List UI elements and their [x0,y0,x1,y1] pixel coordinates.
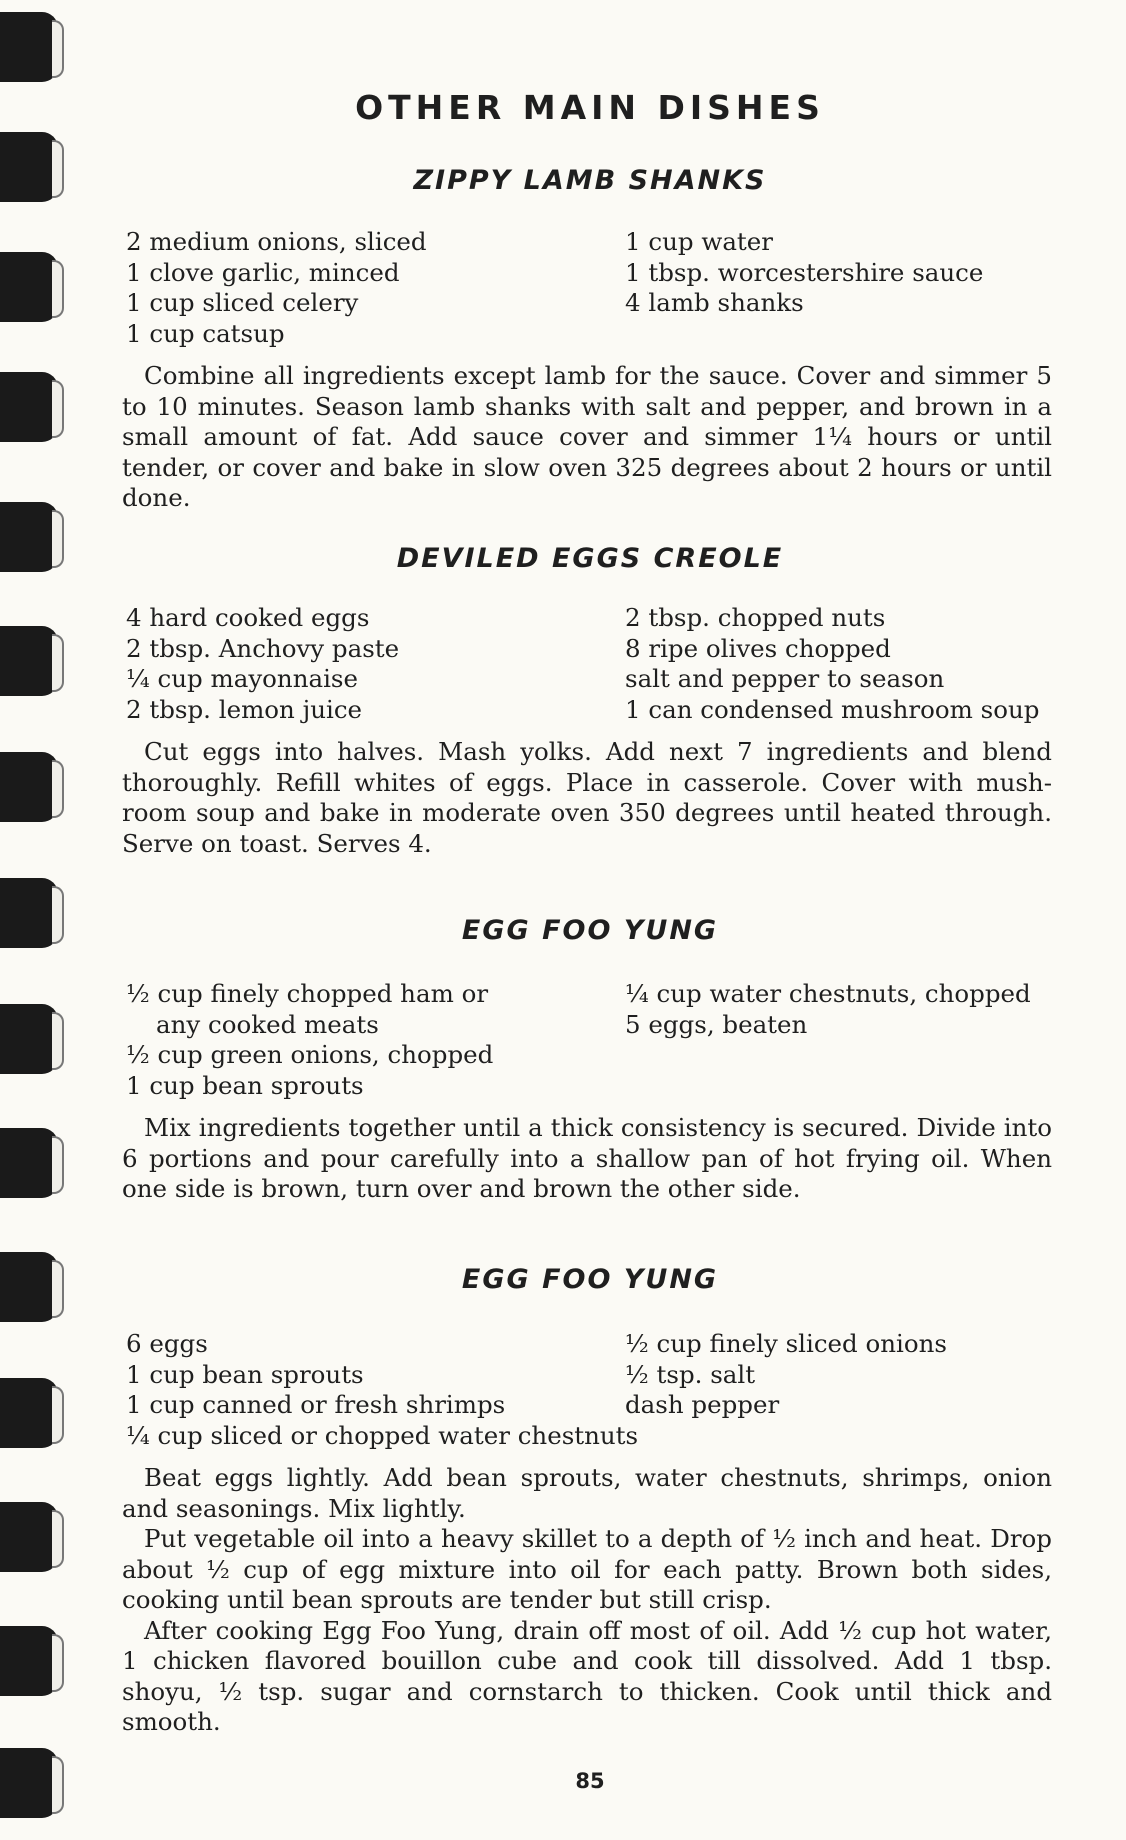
method-paragraph: Mix ingredients together until a thick consistency is secured. Divide into 6 portions and pour carefully into a shallow pan of hot frying oil. When one side is brown, turn over and brown the other side. [122,1113,1052,1203]
recipe-method [122,361,1052,514]
binding-ring [0,372,58,442]
ingredient: ¼ cup mayonnaise [126,664,359,693]
method-paragraph: After cooking Egg Foo Yung, drain off most of oil. Add ½ cup hot water, 1 chicken flavored bouillon cube and cook till dissolved. Add 1 tbsp. shoyu, ½ tsp. sugar and cornstarch to thicken. Cook until thick and smooth. [122,1615,1052,1736]
binding-ring [0,1626,58,1696]
ingredient: 1 cup bean sprouts [126,1359,364,1389]
recipe-method [122,1463,1052,1738]
ingredient-column-right [625,603,1039,725]
binding-ring [0,752,58,822]
recipe-method [122,737,1052,859]
binding-ring [0,252,58,322]
method-paragraph: Beat eggs lightly. Add bean sprouts, water chestnuts, shrimps, onion and seasonings. Mix lightly. [122,1463,1052,1523]
ingredient: ½ cup finely chopped ham or [126,979,489,1008]
recipe-title: EGG FOO YUNG [461,1264,719,1295]
ingredient: 2 tbsp. chopped nuts [625,603,886,632]
ingredient: salt and pepper to season [625,664,945,693]
ingredient: ¼ cup water chestnuts, chopped [625,979,1031,1008]
page-number: 85 [575,1769,605,1793]
binding-ring [0,1502,58,1572]
section-title: OTHER MAIN DISHES [355,88,825,127]
binding-ring [0,502,58,572]
ingredient-column-left [126,1329,638,1451]
ingredient: any cooked meats [156,1009,379,1039]
binding-ring [0,1378,58,1448]
binding-ring [0,12,58,82]
ingredient: 2 tbsp. Anchovy paste [126,633,400,663]
ingredient: 1 cup sliced celery [126,288,359,317]
ingredient: 2 tbsp. lemon juice [126,694,363,724]
ingredient: 8 ripe olives chopped [625,633,891,663]
binding-ring [0,878,58,948]
binding-ring [0,1748,58,1818]
ingredient: 1 clove garlic, minced [126,257,400,287]
binding-ring [0,1004,58,1074]
ingredient: 1 cup bean sprouts [126,1070,364,1100]
spiral-binding [0,0,72,1840]
ingredient-column-left [126,979,493,1101]
ingredient: ½ cup green onions, chopped [126,1040,494,1069]
binding-ring [0,626,58,696]
ingredient: ½ tsp. salt [625,1359,756,1389]
ingredient-column-left [126,603,399,725]
ingredient: 5 eggs, beaten [625,1009,808,1039]
ingredient: 2 medium onions, sliced [126,227,427,256]
recipe-title: ZIPPY LAMB SHANKS [413,165,767,196]
ingredient: 6 eggs [126,1329,208,1358]
ingredient: 1 cup catsup [126,318,285,348]
ingredient: 1 tbsp. worcestershire sauce [625,257,984,287]
binding-ring [0,1252,58,1322]
ingredient: 1 can condensed mushroom soup [625,694,1040,724]
ingredient: 4 lamb shanks [625,288,804,317]
method-paragraph: Combine all ingredients except lamb for the sauce. Cover and simmer 5 to 10 minutes. Season lamb shanks with salt and pepper, and brown in a small amount of fat. Add sauce cover and simmer 1¼ hours or until tender, or cover and bake in slow oven 325 degrees about 2 hours or until done. [122,361,1052,512]
binding-ring [0,1128,58,1198]
ingredient: 1 cup canned or fresh shrimps [126,1390,506,1419]
ingredient: 1 cup water [625,227,773,256]
ingredient: ¼ cup sliced or chopped water chestnuts [126,1420,639,1450]
ingredient-column-right [625,227,983,319]
method-paragraph: Cut eggs into halves. Mash yolks. Add next 7 ingredients and blend thoroughly. Refill whites of eggs. Place in casserole. Cover with mush-room soup and bake in moderate oven 350 degrees until heated through. Serve on toast. Serves 4. [122,737,1052,858]
ingredient-column-left [126,227,427,349]
recipe-title: EGG FOO YUNG [461,915,719,946]
ingredient-column-right [625,1329,947,1421]
recipe-title: DEVILED EGGS CREOLE [396,543,784,574]
cookbook-page [110,0,1070,1840]
method-paragraph: Put vegetable oil into a heavy skillet to a depth of ½ inch and heat. Drop about ½ cup of egg mixture into oil for each patty. Brown both sides, cooking until bean sprouts are tender but still crisp. [122,1524,1052,1614]
binding-ring [0,132,58,202]
recipe-method [122,1113,1052,1205]
ingredient: dash pepper [625,1390,780,1419]
ingredient: 4 hard cooked eggs [126,603,370,632]
ingredient: ½ cup finely sliced onions [625,1329,947,1358]
ingredient-column-right [625,979,1031,1040]
